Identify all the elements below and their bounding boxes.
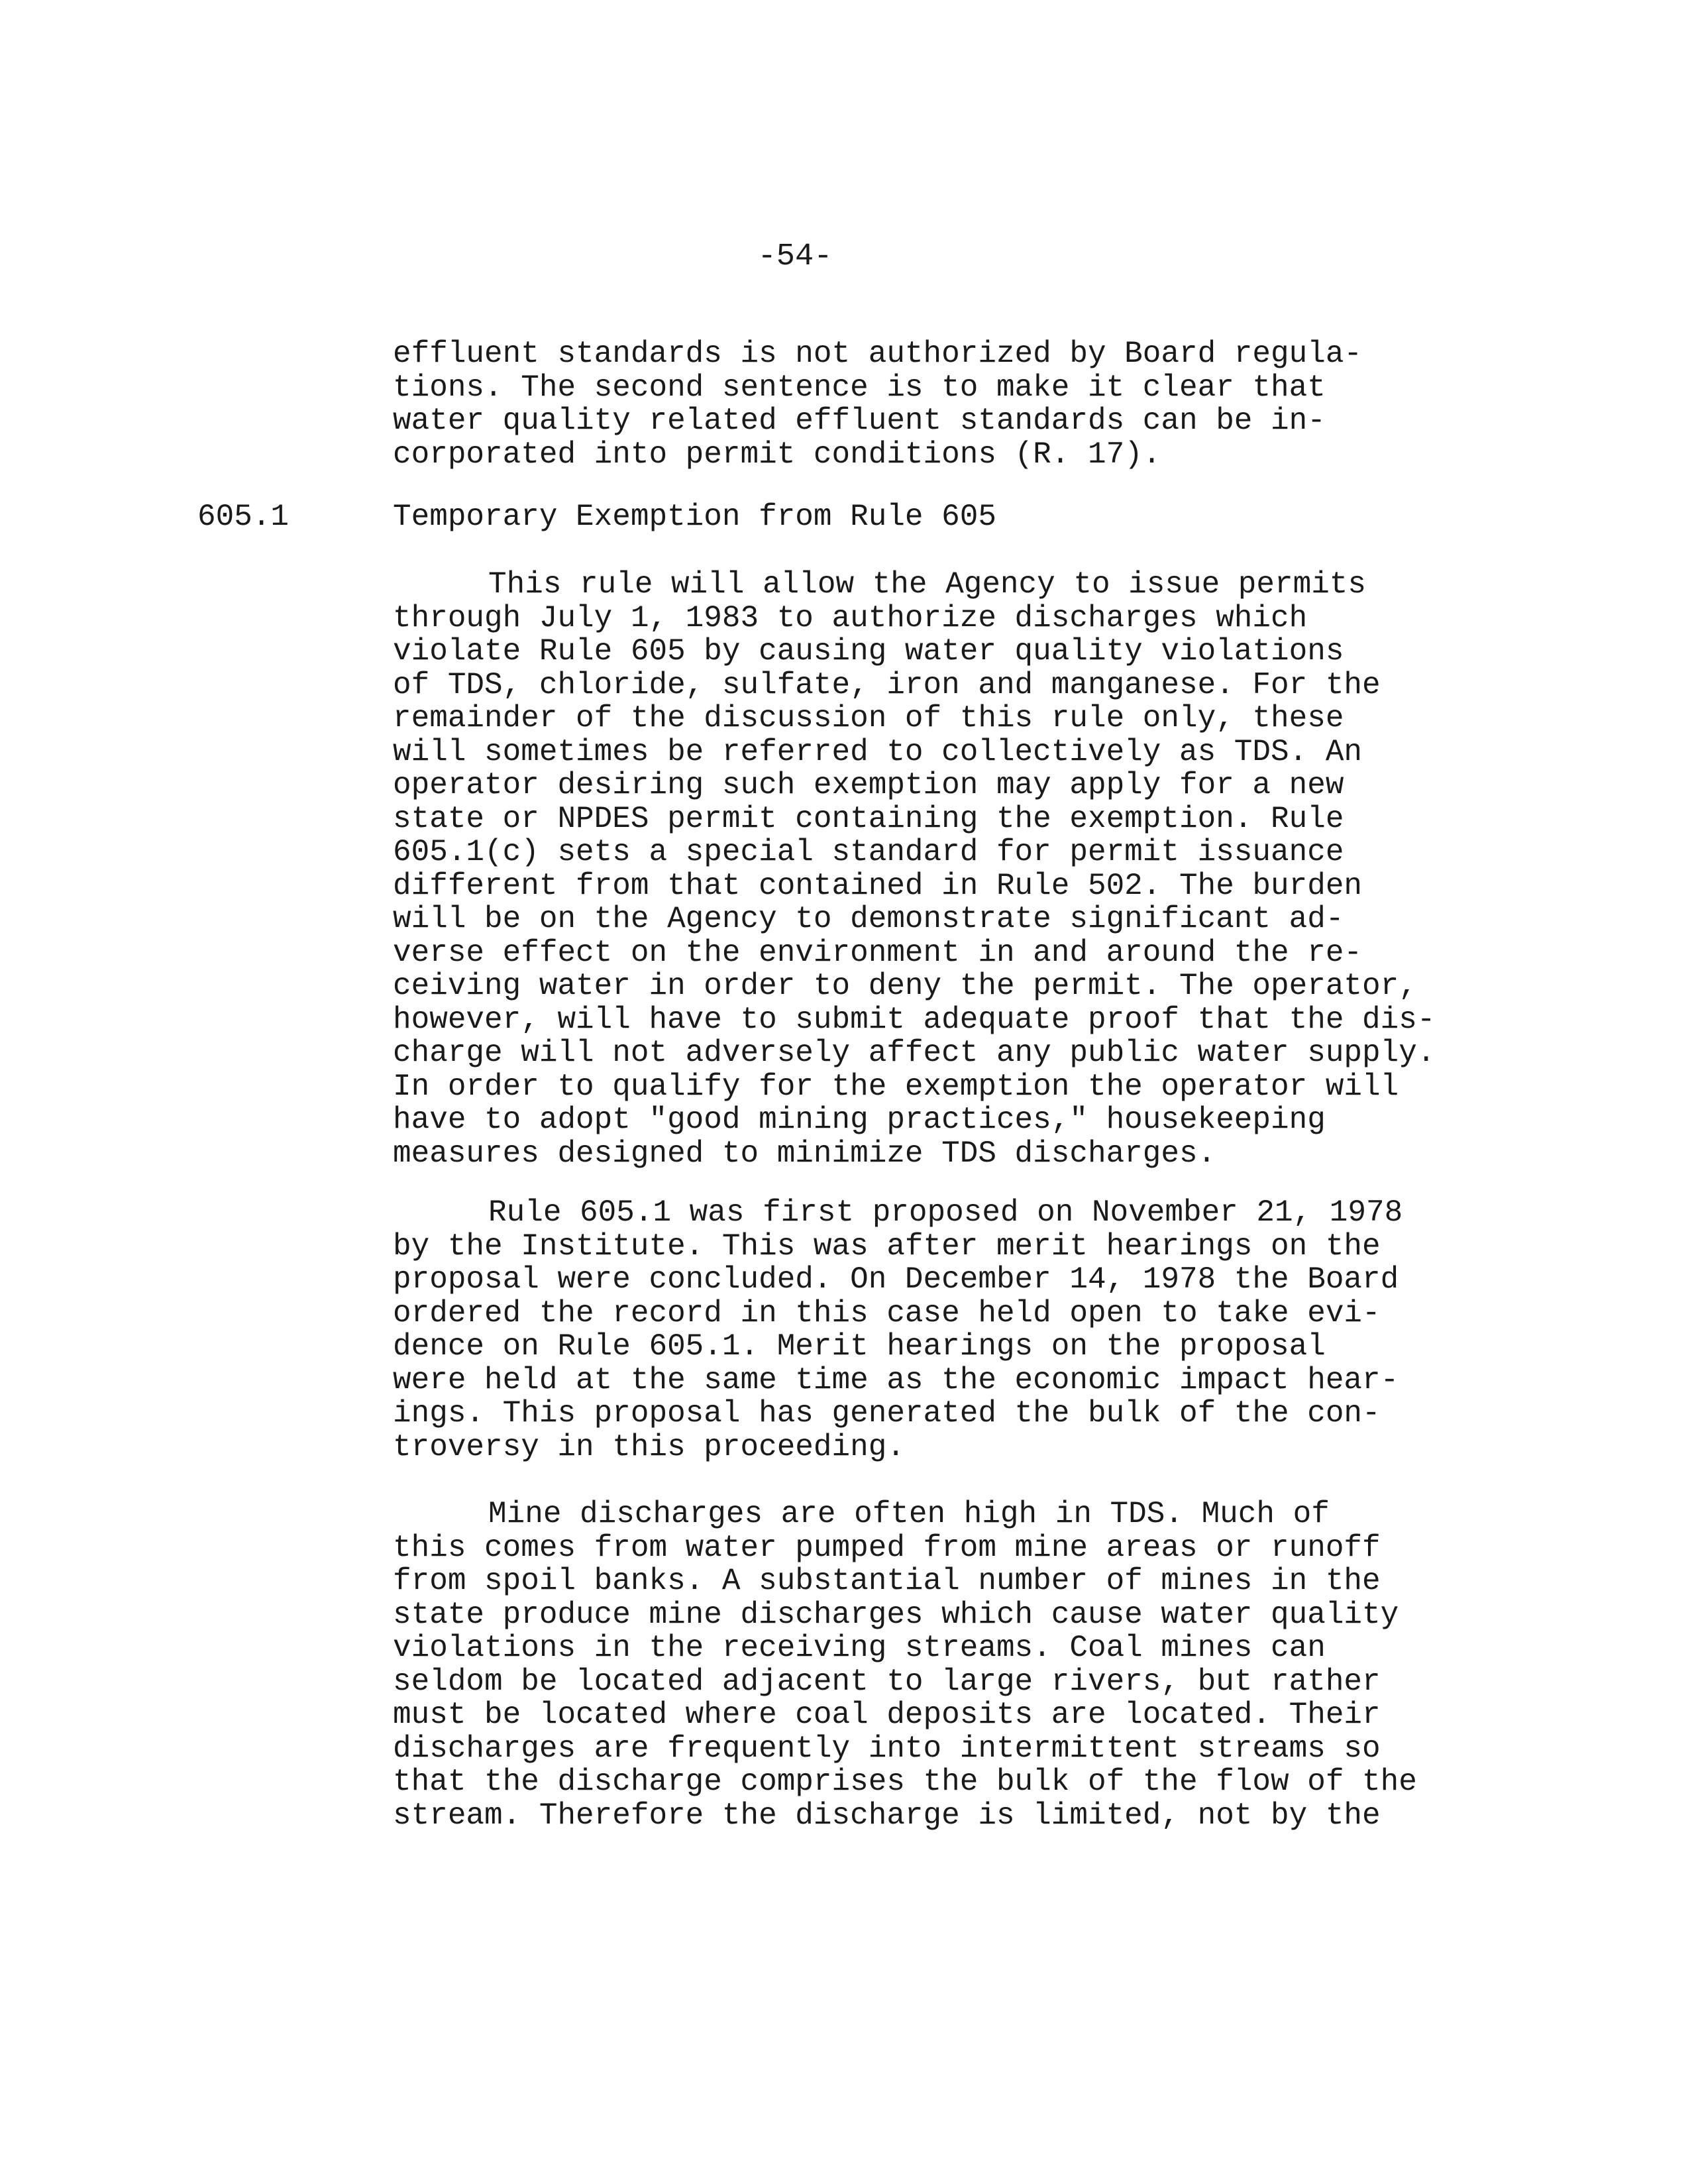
text-line: charge will not adversely affect any public water supply. bbox=[393, 1036, 1436, 1070]
text-line: water quality related effluent standards can be in- bbox=[393, 404, 1326, 438]
text-line: measures designed to minimize TDS discharges. bbox=[393, 1136, 1216, 1171]
text-line: of TDS, chloride, sulfate, iron and manganese. For the bbox=[393, 667, 1381, 702]
paragraph-rule-description bbox=[393, 568, 1552, 1170]
text-line: ordered the record in this case held open to take evi- bbox=[393, 1295, 1381, 1331]
intro-paragraph bbox=[393, 337, 1552, 471]
text-line: ings. This proposal has generated the bulk of the con- bbox=[393, 1396, 1381, 1431]
text-line: troversy in this proceeding. bbox=[393, 1429, 905, 1464]
text-line: verse effect on the environment in and around the re- bbox=[393, 935, 1363, 970]
page-number: -54- bbox=[757, 239, 833, 274]
text-line: seldom be located adjacent to large rivers, but rather bbox=[393, 1664, 1381, 1699]
section-title: Temporary Exemption from Rule 605 bbox=[393, 500, 996, 534]
text-line: different from that contained in Rule 502. The burden bbox=[393, 868, 1363, 903]
text-line: stream. Therefore the discharge is limited, not by the bbox=[393, 1798, 1381, 1833]
text-line: have to adopt "good mining practices," housekeeping bbox=[393, 1103, 1326, 1137]
text-line: remainder of the discussion of this rule only, these bbox=[393, 701, 1344, 736]
text-line: by the Institute. This was after merit hearings on the bbox=[393, 1228, 1381, 1264]
text-line: tions. The second sentence is to make it clear that bbox=[393, 370, 1326, 405]
text-line: dence on Rule 605.1. Merit hearings on the proposal bbox=[393, 1329, 1326, 1364]
section-number: 605.1 bbox=[197, 500, 290, 534]
text-line: discharges are frequently into intermittent streams so bbox=[393, 1731, 1381, 1766]
text-line: corporated into permit conditions (R. 17). bbox=[393, 437, 1161, 472]
paragraph-mine-discharges bbox=[393, 1498, 1552, 1832]
text-line: violations in the receiving streams. Coal mines can bbox=[393, 1631, 1326, 1665]
text-line: Mine discharges are often high in TDS. Much of bbox=[488, 1497, 1330, 1531]
text-line: will be on the Agency to demonstrate significant ad- bbox=[393, 902, 1344, 936]
text-line: state or NPDES permit containing the exemption. Rule bbox=[393, 801, 1344, 836]
text-line: This rule will allow the Agency to issue permits bbox=[488, 567, 1367, 602]
text-line: ceiving water in order to deny the permit. The operator, bbox=[393, 969, 1417, 1003]
text-line: operator desiring such exemption may apply for a new bbox=[393, 768, 1344, 802]
text-line: violate Rule 605 by causing water quality violations bbox=[393, 634, 1344, 669]
text-line: however, will have to submit adequate proof that the dis- bbox=[393, 1002, 1436, 1037]
text-line: through July 1, 1983 to authorize discharges which bbox=[393, 600, 1308, 635]
text-line: proposal were concluded. On December 14, 1978 the Board bbox=[393, 1262, 1399, 1297]
text-line: state produce mine discharges which cause water quality bbox=[393, 1597, 1399, 1632]
text-line: will sometimes be referred to collectively as TDS. An bbox=[393, 734, 1363, 769]
text-line: Rule 605.1 was first proposed on November 21, 1978 bbox=[488, 1195, 1403, 1230]
text-line: this comes from water pumped from mine areas or runoff bbox=[393, 1530, 1381, 1565]
text-line: were held at the same time as the economic impact hear- bbox=[393, 1362, 1399, 1397]
text-line: effluent standards is not authorized by Board regula- bbox=[393, 337, 1363, 371]
text-line: 605.1(c) sets a special standard for permit issuance bbox=[393, 835, 1344, 869]
text-line: must be located where coal deposits are located. Their bbox=[393, 1698, 1381, 1732]
paragraph-rule-history bbox=[393, 1196, 1552, 1464]
text-line: from spoil banks. A substantial number of mines in the bbox=[393, 1564, 1381, 1598]
text-line: that the discharge comprises the bulk of the flow of the bbox=[393, 1765, 1417, 1799]
text-line: In order to qualify for the exemption the operator will bbox=[393, 1069, 1399, 1104]
